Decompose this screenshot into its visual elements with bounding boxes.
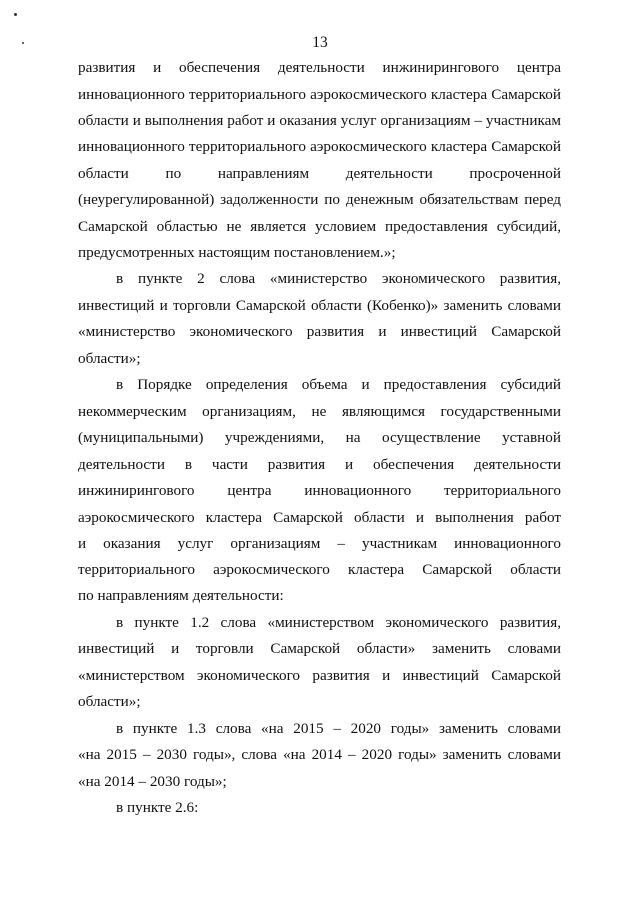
text-line: (неурегулированной) задолженности по денежным обязательствам перед — [78, 191, 561, 208]
text-line: области»; — [78, 350, 141, 367]
text-line: территориального аэрокосмического кластера Самарской области — [78, 561, 561, 578]
text-line: инвестиций и торговли Самарской области (Кобенко)» заменить словами — [78, 297, 561, 314]
text-line: и оказания услуг организациям – участникам инновационного — [78, 535, 561, 552]
text-line: в пункте 1.2 слова «министерством экономического развития, — [116, 614, 561, 631]
text-line: «министерством экономического развития и инвестиций Самарской — [78, 667, 561, 684]
text-line: в Порядке определения объема и предоставления субсидий — [116, 376, 561, 393]
text-line: аэрокосмического кластера Самарской области и выполнения работ — [78, 509, 561, 526]
text-line: области по направлениям деятельности просроченной — [78, 165, 561, 182]
text-line: по направлениям деятельности: — [78, 587, 284, 604]
text-line: инновационного территориального аэрокосмического кластера Самарской — [78, 86, 561, 103]
text-line: области»; — [78, 693, 141, 710]
text-line: деятельности в части развития и обеспечения деятельности — [78, 456, 561, 473]
text-line: инвестиций и торговли Самарской области» заменить словами — [78, 640, 561, 657]
text-line: предусмотренных настоящим постановлением.»; — [78, 244, 396, 261]
text-line: области и выполнения работ и оказания услуг организациям – участникам — [78, 112, 561, 129]
text-line: «на 2015 – 2030 годы», слова «на 2014 – 2020 годы» заменить словами — [78, 746, 561, 763]
text-line: инновационного территориального аэрокосмического кластера Самарской — [78, 138, 561, 155]
text-line: «на 2014 – 2030 годы»; — [78, 773, 227, 790]
text-line: инжинирингового центра инновационного территориального — [78, 482, 561, 499]
text-line: Самарской областью не является условием предоставления субсидий, — [78, 218, 561, 235]
text-line: в пункте 2 слова «министерство экономического развития, — [116, 270, 561, 287]
page-number: 13 — [312, 34, 328, 51]
text-line: «министерство экономического развития и инвестиций Самарской — [78, 323, 561, 340]
text-line: развития и обеспечения деятельности инжинирингового центра — [78, 59, 561, 76]
text-line: в пункте 1.3 слова «на 2015 – 2020 годы» заменить словами — [116, 720, 561, 737]
scan-speck — [22, 42, 24, 44]
text-line: (муниципальными) учреждениями, на осуществление уставной — [78, 429, 561, 446]
scan-speck — [14, 13, 17, 16]
text-line: в пункте 2.6: — [116, 799, 199, 816]
text-line: некоммерческим организациям, не являющимся государственными — [78, 403, 561, 420]
